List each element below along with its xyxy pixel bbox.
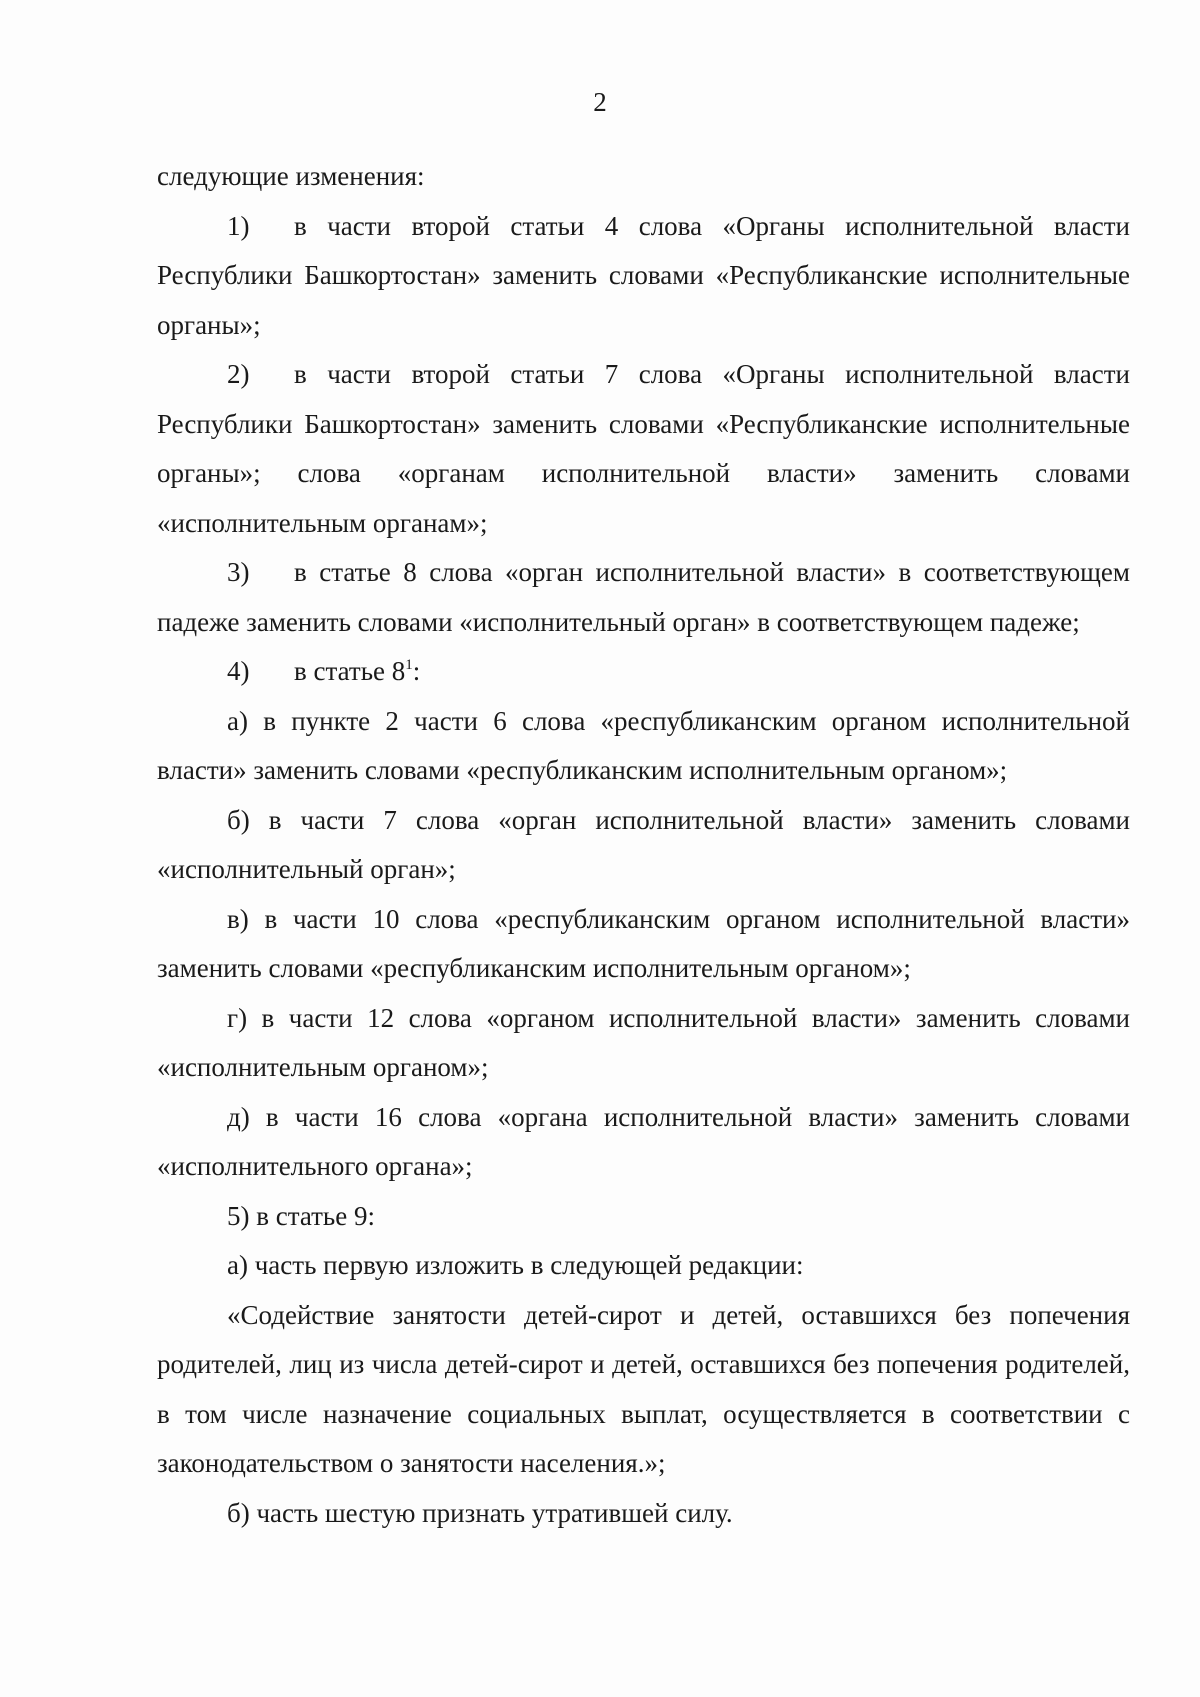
subitem-4c: в) в части 10 слова «республиканским органом исполнительной власти» заменить словами «республиканским исполнительным органом»;	[157, 903, 1130, 983]
list-item-2	[157, 350, 1130, 548]
list-item-text-end: :	[412, 656, 421, 686]
subitem-4a: а) в пункте 2 части 6 слова «республиканским органом исполнительной власти» заменить словами «республиканским исполнительным органом»;	[157, 705, 1130, 785]
superscript: 1	[405, 657, 413, 673]
list-item-text: в части второй статьи 4 слова «Органы исполнительной власти Республики Башкортостан» заменить словами «Республиканские исполнительные органы»;	[157, 210, 1130, 340]
document-body	[157, 152, 1130, 1538]
list-item-3	[157, 548, 1130, 647]
page-number: 2	[593, 87, 607, 117]
list-item-number: 1)	[227, 210, 250, 241]
subitem-5b: б) часть шестую признать утратившей силу.	[227, 1497, 733, 1528]
subitem-4e: д) в части 16 слова «органа исполнительной власти» заменить словами «исполнительного органа»;	[157, 1101, 1130, 1181]
list-item-1	[157, 202, 1130, 351]
paragraph-intro: следующие изменения:	[157, 161, 425, 191]
subitem-4b: б) в части 7 слова «орган исполнительной власти» заменить словами «исполнительный орган»;	[157, 804, 1130, 884]
list-item-number: 2)	[227, 359, 250, 389]
list-item-text: в части второй статьи 7 слова «Органы исполнительной власти Республики Башкортостан» заменить словами «Республиканские исполнительные органы»; слова «органам исполнительной власти» заменить словами «исполнительным органам»;	[157, 359, 1130, 538]
list-item-text: в статье 8	[294, 656, 406, 686]
quoted-text: «Содействие занятости детей-сирот и детей, оставшихся без попечения родителей, лиц из числа детей-сирот и детей, оставшихся без попечения родителей, в том числе назначение социальных выплат, осуществляется в соответствии с законодательством о занятости населения.»;	[157, 1299, 1130, 1478]
list-item-4	[157, 647, 1130, 697]
list-item-5: 5) в статье 9:	[227, 1200, 375, 1231]
list-item-number: 3)	[227, 557, 250, 587]
subitem-4d: г) в части 12 слова «органом исполнительной власти» заменить словами «исполнительным органом»;	[157, 1002, 1130, 1082]
subitem-5a: а) часть первую изложить в следующей редакции:	[227, 1250, 804, 1280]
list-item-number: 4)	[227, 656, 250, 686]
list-item-text: в статье 8 слова «орган исполнительной власти» в соответствующем падеже заменить словами «исполнительный орган» в соответствующем падеже;	[157, 557, 1130, 637]
